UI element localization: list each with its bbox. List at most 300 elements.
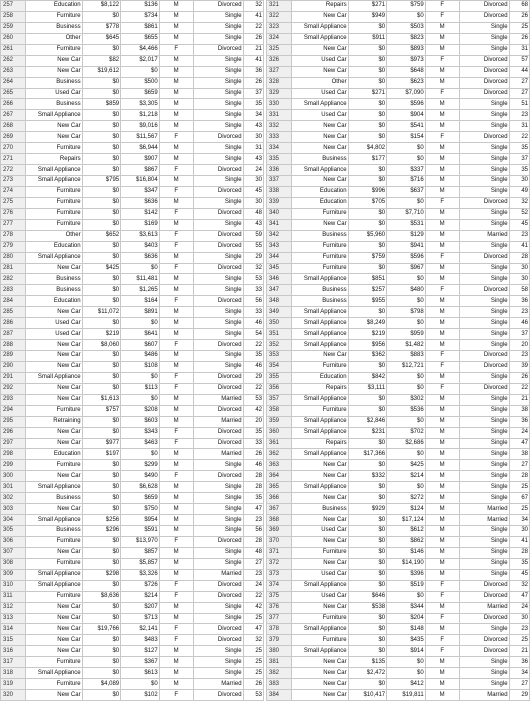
purpose-cell[interactable]: New Car — [25, 263, 82, 274]
age-cell[interactable]: 32 — [243, 1, 263, 12]
age-cell[interactable]: 25 — [243, 613, 263, 624]
purpose-cell[interactable]: New Car — [25, 504, 82, 515]
balance-cell[interactable]: $0 — [387, 154, 426, 165]
gender-cell[interactable]: M — [425, 186, 459, 197]
balance-cell[interactable]: $344 — [387, 602, 426, 613]
balance-cell[interactable]: $591 — [121, 526, 160, 537]
gender-cell[interactable]: M — [425, 394, 459, 405]
balance-cell[interactable]: $13,970 — [121, 536, 160, 547]
amount-cell[interactable]: $0 — [82, 208, 121, 219]
marital-status-cell[interactable]: Single — [459, 219, 509, 230]
marital-status-cell[interactable]: Divorced — [193, 372, 243, 383]
amount-cell[interactable]: $0 — [82, 493, 121, 504]
marital-status-cell[interactable]: Single — [193, 285, 243, 296]
purpose-cell[interactable]: Furniture — [25, 208, 82, 219]
gender-cell[interactable]: M — [159, 515, 193, 526]
marital-status-cell[interactable]: Divorced — [193, 1, 243, 12]
purpose-cell[interactable]: New Car — [291, 690, 348, 701]
marital-status-cell[interactable]: Single — [459, 416, 509, 427]
age-cell[interactable]: 37 — [509, 154, 529, 165]
balance-cell[interactable]: $154 — [387, 132, 426, 143]
purpose-cell[interactable]: Education — [291, 186, 348, 197]
gender-cell[interactable]: M — [159, 55, 193, 66]
gender-cell[interactable]: F — [159, 230, 193, 241]
row-number-cell[interactable]: 366 — [267, 493, 292, 504]
row-number-cell[interactable]: 356 — [267, 383, 292, 394]
gender-cell[interactable]: F — [425, 88, 459, 99]
row-number-cell[interactable]: 315 — [1, 635, 26, 646]
gender-cell[interactable]: F — [159, 471, 193, 482]
purpose-cell[interactable]: Used Car — [291, 569, 348, 580]
purpose-cell[interactable]: Small Appliance — [25, 165, 82, 176]
marital-status-cell[interactable]: Single — [459, 405, 509, 416]
age-cell[interactable]: 28 — [509, 252, 529, 263]
gender-cell[interactable]: M — [425, 624, 459, 635]
row-number-cell[interactable]: 317 — [1, 657, 26, 668]
gender-cell[interactable]: F — [159, 165, 193, 176]
purpose-cell[interactable]: Small Appliance — [25, 482, 82, 493]
amount-cell[interactable]: $257 — [348, 285, 387, 296]
marital-status-cell[interactable]: Single — [193, 504, 243, 515]
row-number-cell[interactable]: 338 — [267, 186, 292, 197]
amount-cell[interactable]: $538 — [348, 602, 387, 613]
row-number-cell[interactable]: 374 — [267, 580, 292, 591]
age-cell[interactable]: 28 — [243, 536, 263, 547]
gender-cell[interactable]: M — [425, 547, 459, 558]
amount-cell[interactable]: $0 — [348, 536, 387, 547]
age-cell[interactable]: 25 — [243, 668, 263, 679]
balance-cell[interactable]: $716 — [387, 176, 426, 187]
purpose-cell[interactable]: Furniture — [25, 186, 82, 197]
amount-cell[interactable]: $0 — [82, 318, 121, 329]
balance-cell[interactable]: $862 — [387, 536, 426, 547]
row-number-cell[interactable]: 271 — [1, 154, 26, 165]
marital-status-cell[interactable]: Single — [459, 427, 509, 438]
gender-cell[interactable]: F — [159, 44, 193, 55]
gender-cell[interactable]: M — [425, 165, 459, 176]
amount-cell[interactable]: $0 — [348, 394, 387, 405]
balance-cell[interactable]: $207 — [121, 602, 160, 613]
amount-cell[interactable]: $0 — [82, 44, 121, 55]
age-cell[interactable]: 56 — [243, 526, 263, 537]
purpose-cell[interactable]: New Car — [25, 646, 82, 657]
amount-cell[interactable]: $0 — [348, 460, 387, 471]
balance-cell[interactable]: $2,141 — [121, 624, 160, 635]
gender-cell[interactable]: M — [425, 668, 459, 679]
age-cell[interactable]: 53 — [243, 274, 263, 285]
amount-cell[interactable]: $4,802 — [348, 143, 387, 154]
amount-cell[interactable]: $0 — [348, 132, 387, 143]
amount-cell[interactable]: $0 — [82, 668, 121, 679]
purpose-cell[interactable]: Furniture — [291, 252, 348, 263]
gender-cell[interactable]: F — [159, 186, 193, 197]
gender-cell[interactable]: M — [159, 361, 193, 372]
age-cell[interactable]: 34 — [509, 668, 529, 679]
purpose-cell[interactable]: Small Appliance — [25, 569, 82, 580]
row-number-cell[interactable]: 370 — [267, 536, 292, 547]
age-cell[interactable]: 30 — [509, 526, 529, 537]
amount-cell[interactable]: $0 — [348, 110, 387, 121]
amount-cell[interactable]: $0 — [82, 372, 121, 383]
row-number-cell[interactable]: 281 — [1, 263, 26, 274]
row-number-cell[interactable]: 379 — [267, 635, 292, 646]
row-number-cell[interactable]: 322 — [267, 11, 292, 22]
amount-cell[interactable]: $645 — [82, 33, 121, 44]
marital-status-cell[interactable]: Divorced — [459, 591, 509, 602]
row-number-cell[interactable]: 318 — [1, 668, 26, 679]
marital-status-cell[interactable]: Single — [193, 318, 243, 329]
row-number-cell[interactable]: 293 — [1, 394, 26, 405]
age-cell[interactable]: 23 — [509, 110, 529, 121]
purpose-cell[interactable]: Small Appliance — [291, 165, 348, 176]
amount-cell[interactable]: $0 — [82, 110, 121, 121]
gender-cell[interactable]: F — [425, 197, 459, 208]
row-number-cell[interactable]: 270 — [1, 143, 26, 154]
amount-cell[interactable]: $0 — [82, 186, 121, 197]
purpose-cell[interactable]: Furniture — [25, 591, 82, 602]
row-number-cell[interactable]: 365 — [267, 482, 292, 493]
age-cell[interactable]: 54 — [243, 329, 263, 340]
marital-status-cell[interactable]: Married — [193, 449, 243, 460]
marital-status-cell[interactable]: Single — [459, 493, 509, 504]
purpose-cell[interactable]: New Car — [291, 460, 348, 471]
purpose-cell[interactable]: New Car — [25, 613, 82, 624]
gender-cell[interactable]: F — [159, 580, 193, 591]
balance-cell[interactable]: $1,265 — [121, 285, 160, 296]
row-number-cell[interactable]: 261 — [1, 44, 26, 55]
age-cell[interactable]: 30 — [243, 197, 263, 208]
age-cell[interactable]: 26 — [243, 449, 263, 460]
row-number-cell[interactable]: 299 — [1, 460, 26, 471]
purpose-cell[interactable]: Other — [25, 230, 82, 241]
purpose-cell[interactable]: Small Appliance — [291, 482, 348, 493]
balance-cell[interactable]: $146 — [387, 547, 426, 558]
purpose-cell[interactable]: Business — [291, 230, 348, 241]
row-number-cell[interactable]: 384 — [267, 690, 292, 701]
age-cell[interactable]: 22 — [243, 22, 263, 33]
gender-cell[interactable]: F — [425, 361, 459, 372]
gender-cell[interactable]: M — [159, 307, 193, 318]
gender-cell[interactable]: M — [159, 11, 193, 22]
purpose-cell[interactable]: Small Appliance — [291, 427, 348, 438]
amount-cell[interactable]: $3,111 — [348, 383, 387, 394]
purpose-cell[interactable]: New Car — [291, 493, 348, 504]
marital-status-cell[interactable]: Single — [193, 22, 243, 33]
row-number-cell[interactable]: 260 — [1, 33, 26, 44]
age-cell[interactable]: 47 — [509, 438, 529, 449]
row-number-cell[interactable]: 369 — [267, 526, 292, 537]
purpose-cell[interactable]: Small Appliance — [291, 394, 348, 405]
purpose-cell[interactable]: Education — [25, 241, 82, 252]
row-number-cell[interactable]: 273 — [1, 176, 26, 187]
age-cell[interactable]: 29 — [243, 252, 263, 263]
marital-status-cell[interactable]: Divorced — [459, 252, 509, 263]
age-cell[interactable]: 26 — [509, 11, 529, 22]
gender-cell[interactable]: M — [159, 482, 193, 493]
amount-cell[interactable]: $652 — [82, 230, 121, 241]
gender-cell[interactable]: M — [159, 274, 193, 285]
age-cell[interactable]: 58 — [509, 285, 529, 296]
balance-cell[interactable]: $3,326 — [121, 569, 160, 580]
marital-status-cell[interactable]: Single — [459, 329, 509, 340]
row-number-cell[interactable]: 304 — [1, 515, 26, 526]
gender-cell[interactable]: F — [159, 383, 193, 394]
gender-cell[interactable]: M — [425, 471, 459, 482]
amount-cell[interactable]: $759 — [348, 252, 387, 263]
purpose-cell[interactable]: Small Appliance — [291, 624, 348, 635]
age-cell[interactable]: 41 — [243, 11, 263, 22]
purpose-cell[interactable]: Small Appliance — [25, 176, 82, 187]
balance-cell[interactable]: $1,218 — [121, 110, 160, 121]
gender-cell[interactable]: F — [425, 383, 459, 394]
row-number-cell[interactable]: 359 — [267, 416, 292, 427]
balance-cell[interactable]: $0 — [387, 11, 426, 22]
gender-cell[interactable]: M — [425, 602, 459, 613]
age-cell[interactable]: 25 — [509, 482, 529, 493]
balance-cell[interactable]: $0 — [387, 143, 426, 154]
row-number-cell[interactable]: 258 — [1, 11, 26, 22]
row-number-cell[interactable]: 297 — [1, 438, 26, 449]
marital-status-cell[interactable]: Single — [459, 471, 509, 482]
row-number-cell[interactable]: 302 — [1, 493, 26, 504]
age-cell[interactable]: 30 — [509, 263, 529, 274]
row-number-cell[interactable]: 288 — [1, 340, 26, 351]
marital-status-cell[interactable]: Divorced — [459, 383, 509, 394]
age-cell[interactable]: 43 — [243, 154, 263, 165]
age-cell[interactable]: 32 — [243, 635, 263, 646]
marital-status-cell[interactable]: Single — [459, 547, 509, 558]
gender-cell[interactable]: M — [425, 340, 459, 351]
row-number-cell[interactable]: 326 — [267, 55, 292, 66]
amount-cell[interactable]: $0 — [348, 165, 387, 176]
age-cell[interactable]: 46 — [243, 460, 263, 471]
amount-cell[interactable]: $0 — [82, 285, 121, 296]
balance-cell[interactable]: $891 — [121, 307, 160, 318]
row-number-cell[interactable]: 330 — [267, 99, 292, 110]
marital-status-cell[interactable]: Divorced — [459, 66, 509, 77]
balance-cell[interactable]: $648 — [387, 66, 426, 77]
amount-cell[interactable]: $0 — [348, 22, 387, 33]
age-cell[interactable]: 36 — [509, 296, 529, 307]
marital-status-cell[interactable]: Divorced — [459, 580, 509, 591]
purpose-cell[interactable]: Furniture — [291, 241, 348, 252]
gender-cell[interactable]: F — [425, 252, 459, 263]
row-number-cell[interactable]: 283 — [1, 285, 26, 296]
gender-cell[interactable]: M — [425, 296, 459, 307]
gender-cell[interactable]: M — [425, 230, 459, 241]
balance-cell[interactable]: $490 — [121, 471, 160, 482]
row-number-cell[interactable]: 341 — [267, 219, 292, 230]
row-number-cell[interactable]: 269 — [1, 132, 26, 143]
row-number-cell[interactable]: 380 — [267, 646, 292, 657]
balance-cell[interactable]: $861 — [121, 22, 160, 33]
row-number-cell[interactable]: 325 — [267, 44, 292, 55]
balance-cell[interactable]: $607 — [121, 340, 160, 351]
balance-cell[interactable]: $893 — [387, 44, 426, 55]
marital-status-cell[interactable]: Single — [459, 186, 509, 197]
amount-cell[interactable]: $332 — [348, 471, 387, 482]
purpose-cell[interactable]: New Car — [25, 340, 82, 351]
gender-cell[interactable]: M — [425, 143, 459, 154]
marital-status-cell[interactable]: Divorced — [193, 438, 243, 449]
row-number-cell[interactable]: 336 — [267, 165, 292, 176]
balance-cell[interactable]: $750 — [121, 504, 160, 515]
purpose-cell[interactable]: Furniture — [291, 547, 348, 558]
gender-cell[interactable]: M — [159, 679, 193, 690]
age-cell[interactable]: 42 — [243, 602, 263, 613]
gender-cell[interactable]: F — [159, 438, 193, 449]
purpose-cell[interactable]: New Car — [25, 635, 82, 646]
marital-status-cell[interactable]: Divorced — [193, 635, 243, 646]
marital-status-cell[interactable]: Single — [459, 274, 509, 285]
age-cell[interactable]: 53 — [243, 690, 263, 701]
amount-cell[interactable]: $197 — [82, 449, 121, 460]
amount-cell[interactable]: $0 — [82, 197, 121, 208]
age-cell[interactable]: 36 — [509, 416, 529, 427]
amount-cell[interactable]: $0 — [82, 121, 121, 132]
marital-status-cell[interactable]: Divorced — [193, 591, 243, 602]
balance-cell[interactable]: $129 — [387, 230, 426, 241]
purpose-cell[interactable]: Other — [25, 33, 82, 44]
purpose-cell[interactable]: Furniture — [291, 361, 348, 372]
gender-cell[interactable]: M — [159, 547, 193, 558]
amount-cell[interactable]: $0 — [82, 383, 121, 394]
purpose-cell[interactable]: Small Appliance — [25, 372, 82, 383]
gender-cell[interactable]: M — [425, 77, 459, 88]
purpose-cell[interactable]: Used Car — [291, 526, 348, 537]
amount-cell[interactable]: $0 — [82, 558, 121, 569]
row-number-cell[interactable]: 361 — [267, 438, 292, 449]
age-cell[interactable]: 28 — [509, 547, 529, 558]
marital-status-cell[interactable]: Divorced — [459, 11, 509, 22]
purpose-cell[interactable]: Furniture — [25, 679, 82, 690]
amount-cell[interactable]: $17,366 — [348, 449, 387, 460]
purpose-cell[interactable]: New Car — [291, 679, 348, 690]
age-cell[interactable]: 26 — [509, 33, 529, 44]
purpose-cell[interactable]: Small Appliance — [291, 307, 348, 318]
balance-cell[interactable]: $204 — [387, 613, 426, 624]
marital-status-cell[interactable]: Single — [459, 99, 509, 110]
age-cell[interactable]: 24 — [243, 165, 263, 176]
row-number-cell[interactable]: 305 — [1, 526, 26, 537]
balance-cell[interactable]: $734 — [121, 11, 160, 22]
balance-cell[interactable]: $7,090 — [387, 88, 426, 99]
row-number-cell[interactable]: 320 — [1, 690, 26, 701]
purpose-cell[interactable]: New Car — [25, 55, 82, 66]
marital-status-cell[interactable]: Single — [193, 274, 243, 285]
marital-status-cell[interactable]: Divorced — [193, 186, 243, 197]
purpose-cell[interactable]: New Car — [25, 471, 82, 482]
gender-cell[interactable]: M — [425, 569, 459, 580]
gender-cell[interactable]: M — [425, 427, 459, 438]
purpose-cell[interactable]: Furniture — [291, 263, 348, 274]
age-cell[interactable]: 30 — [243, 132, 263, 143]
age-cell[interactable]: 22 — [243, 383, 263, 394]
balance-cell[interactable]: $0 — [387, 372, 426, 383]
balance-cell[interactable]: $11,481 — [121, 274, 160, 285]
balance-cell[interactable]: $16,804 — [121, 176, 160, 187]
marital-status-cell[interactable]: Single — [193, 602, 243, 613]
age-cell[interactable]: 57 — [509, 55, 529, 66]
gender-cell[interactable]: M — [159, 154, 193, 165]
amount-cell[interactable]: $0 — [348, 44, 387, 55]
balance-cell[interactable]: $2,686 — [387, 438, 426, 449]
age-cell[interactable]: 22 — [243, 340, 263, 351]
row-number-cell[interactable]: 349 — [267, 307, 292, 318]
marital-status-cell[interactable]: Married — [193, 394, 243, 405]
gender-cell[interactable]: F — [425, 646, 459, 657]
gender-cell[interactable]: M — [159, 558, 193, 569]
age-cell[interactable]: 30 — [509, 176, 529, 187]
marital-status-cell[interactable]: Single — [459, 176, 509, 187]
purpose-cell[interactable]: Furniture — [25, 405, 82, 416]
purpose-cell[interactable]: Small Appliance — [291, 416, 348, 427]
age-cell[interactable]: 44 — [509, 66, 529, 77]
age-cell[interactable]: 45 — [509, 219, 529, 230]
balance-cell[interactable]: $367 — [121, 657, 160, 668]
age-cell[interactable]: 37 — [243, 88, 263, 99]
age-cell[interactable]: 20 — [243, 416, 263, 427]
age-cell[interactable]: 38 — [509, 405, 529, 416]
gender-cell[interactable]: M — [425, 33, 459, 44]
marital-status-cell[interactable]: Single — [193, 197, 243, 208]
purpose-cell[interactable]: New Car — [291, 11, 348, 22]
amount-cell[interactable]: $0 — [348, 208, 387, 219]
purpose-cell[interactable]: New Car — [291, 657, 348, 668]
balance-cell[interactable]: $0 — [387, 274, 426, 285]
row-number-cell[interactable]: 285 — [1, 307, 26, 318]
amount-cell[interactable]: $0 — [82, 416, 121, 427]
gender-cell[interactable]: M — [159, 657, 193, 668]
purpose-cell[interactable]: New Car — [291, 143, 348, 154]
age-cell[interactable]: 23 — [509, 624, 529, 635]
purpose-cell[interactable]: New Car — [291, 132, 348, 143]
gender-cell[interactable]: M — [425, 526, 459, 537]
amount-cell[interactable]: $2,846 — [348, 416, 387, 427]
gender-cell[interactable]: M — [425, 263, 459, 274]
balance-cell[interactable]: $641 — [121, 329, 160, 340]
balance-cell[interactable]: $503 — [387, 22, 426, 33]
balance-cell[interactable]: $941 — [387, 241, 426, 252]
marital-status-cell[interactable]: Divorced — [193, 165, 243, 176]
purpose-cell[interactable]: Used Car — [291, 88, 348, 99]
row-number-cell[interactable]: 354 — [267, 361, 292, 372]
row-number-cell[interactable]: 382 — [267, 668, 292, 679]
row-number-cell[interactable]: 331 — [267, 110, 292, 121]
balance-cell[interactable]: $0 — [387, 383, 426, 394]
amount-cell[interactable]: $0 — [82, 427, 121, 438]
purpose-cell[interactable]: New Car — [25, 307, 82, 318]
amount-cell[interactable]: $956 — [348, 340, 387, 351]
row-number-cell[interactable]: 319 — [1, 679, 26, 690]
age-cell[interactable]: 48 — [243, 208, 263, 219]
amount-cell[interactable]: $231 — [348, 427, 387, 438]
purpose-cell[interactable]: New Car — [25, 66, 82, 77]
marital-status-cell[interactable]: Single — [459, 449, 509, 460]
balance-cell[interactable]: $973 — [387, 55, 426, 66]
age-cell[interactable]: 21 — [509, 394, 529, 405]
balance-cell[interactable]: $907 — [121, 154, 160, 165]
age-cell[interactable]: 67 — [509, 493, 529, 504]
amount-cell[interactable]: $646 — [348, 591, 387, 602]
purpose-cell[interactable]: Small Appliance — [291, 22, 348, 33]
marital-status-cell[interactable]: Single — [193, 66, 243, 77]
row-number-cell[interactable]: 340 — [267, 208, 292, 219]
marital-status-cell[interactable]: Single — [193, 493, 243, 504]
age-cell[interactable]: 25 — [509, 504, 529, 515]
marital-status-cell[interactable]: Single — [459, 143, 509, 154]
gender-cell[interactable]: F — [159, 624, 193, 635]
